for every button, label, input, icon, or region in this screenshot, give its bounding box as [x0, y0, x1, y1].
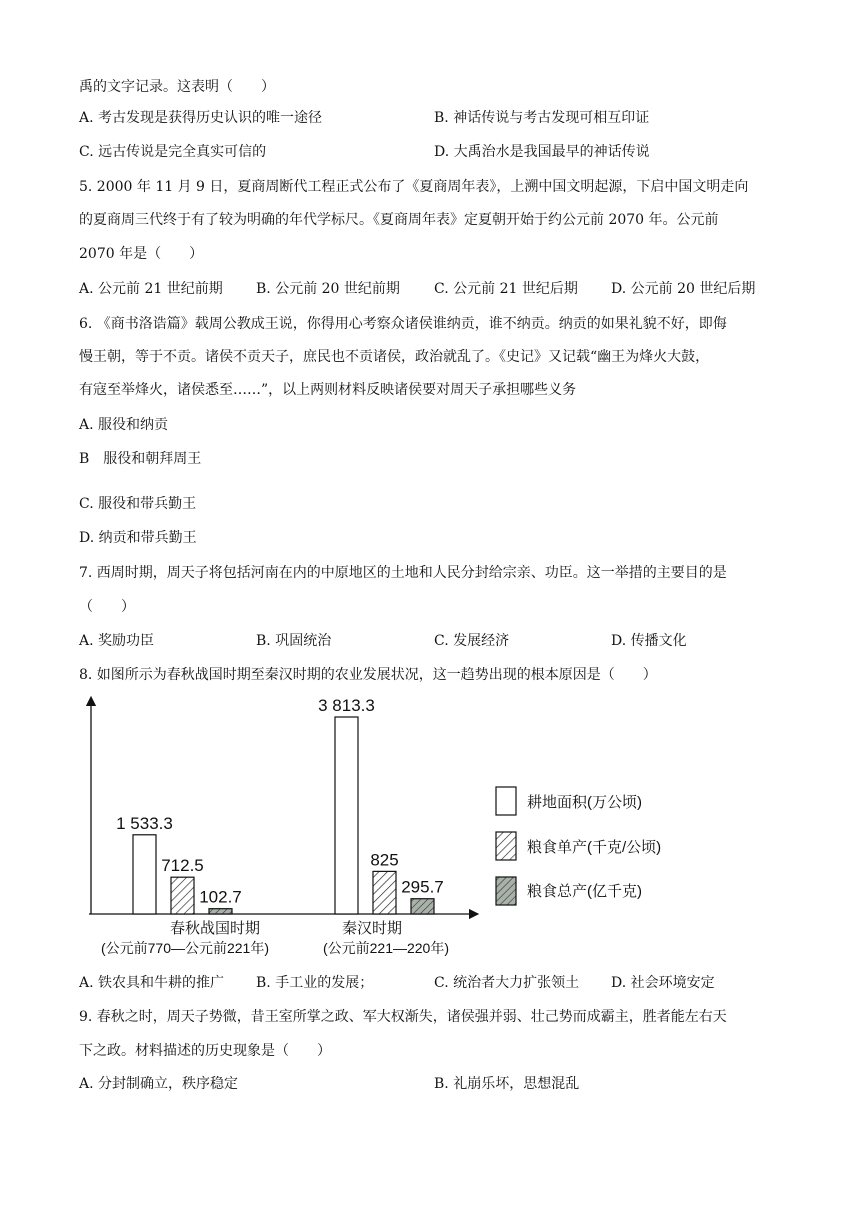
q8-stem-line1: 8. 如图所示为春秋战国时期至秦汉时期的农业发展状况，这一趋势出现的根本原因是（ ）: [79, 667, 657, 683]
q5-stem-line2: 的夏商周三代终于有了较为明确的年代学标尺。《夏商周年表》定夏朝开始于约公元前 2070 年。公元前: [79, 212, 719, 228]
q6-option-c[interactable]: C. 服役和带兵勤王: [79, 496, 197, 512]
q7-option-b[interactable]: B. 巩固统治: [256, 633, 332, 649]
q7-option-c[interactable]: C. 发展经济: [434, 633, 510, 649]
q6-option-b[interactable]: B 服役和朝拜周王: [79, 451, 202, 467]
q6-option-a[interactable]: A. 服役和纳贡: [79, 417, 169, 433]
q9-option-a[interactable]: A. 分封制确立，秩序稳定: [79, 1076, 239, 1092]
chart-bar: [373, 871, 396, 914]
q8-bar-chart: [80, 695, 720, 965]
q6-stem-line2: 慢王朝，等于不贡。诸侯不贡天子，庶民也不贡诸侯，政治就乱了。《史记》又记载“幽王为烽火大鼓，: [79, 349, 710, 365]
q4-option-d[interactable]: D. 大禹治水是我国最早的神话传说: [434, 144, 650, 160]
q4-option-b[interactable]: B. 神话传说与考古发现可相互印证: [434, 110, 650, 126]
legend-label: 耕地面积(万公顷): [527, 794, 642, 811]
q9-option-b[interactable]: B. 礼崩乐坏，思想混乱: [434, 1076, 580, 1092]
q8-option-b[interactable]: B. 手工业的发展；: [256, 975, 374, 991]
q4-option-a[interactable]: A. 考古发现是获得历史认识的唯一途径: [79, 110, 323, 126]
bar-value-label: 295.7: [401, 877, 444, 897]
chart-bar: [171, 877, 194, 914]
x-category-sublabel: (公元前221—220年): [322, 940, 450, 956]
q7-option-d[interactable]: D. 传播文化: [611, 633, 687, 649]
bar-group: [116, 696, 444, 914]
q5-option-d[interactable]: D. 公元前 20 世纪后期: [611, 281, 756, 297]
x-category-label: 秦汉时期: [341, 920, 403, 937]
bar-value-label: 1 533.3: [116, 813, 173, 833]
q8-option-a[interactable]: A. 铁农具和牛耕的推广: [79, 975, 225, 991]
x-category-label: 春秋战国时期: [169, 920, 261, 937]
legend-swatch: [496, 877, 516, 905]
q4-stem-tail: 禹的文字记录。这表明（ ）: [79, 79, 275, 95]
chart-bar: [335, 717, 358, 914]
q9-stem-line2: 下之政。材料描述的历史现象是（ ）: [79, 1043, 331, 1059]
q8-option-d[interactable]: D. 社会环境安定: [611, 975, 715, 991]
q6-option-d[interactable]: D. 纳贡和带兵勤王: [79, 530, 197, 546]
bar-value-label: 712.5: [161, 856, 204, 876]
bar-value-label: 825: [370, 850, 399, 870]
q6-stem-line3: 有寇至举烽火，诸侯悉至……”，以上两则材料反映诸侯要对周天子承担哪些义务: [79, 382, 577, 398]
q7-stem-line2: （ ）: [79, 599, 135, 615]
q6-stem-line1: 6. 《商书洛诰篇》载周公教成王说，你得用心考察众诸侯谁纳贡，谁不纳贡。纳贡的如果礼貌不好，即侮: [79, 316, 727, 332]
x-category-sublabel: (公元前770—公元前221年): [100, 940, 270, 956]
legend-swatch: [496, 787, 516, 815]
q4-option-c[interactable]: C. 远古传说是完全真实可信的: [79, 144, 267, 160]
legend-label: 粮食总产(亿千克): [527, 883, 642, 900]
q7-option-a[interactable]: A. 奖励功臣: [79, 633, 155, 649]
q8-option-c[interactable]: C. 统治者大力扩张领土: [434, 975, 580, 991]
chart-bar: [209, 909, 232, 914]
chart-bar: [411, 899, 434, 914]
q5-option-a[interactable]: A. 公元前 21 世纪前期: [79, 281, 223, 297]
chart-legend: [496, 787, 661, 905]
bar-value-label: 102.7: [199, 887, 242, 907]
q5-option-b[interactable]: B. 公元前 20 世纪前期: [256, 281, 400, 297]
q7-stem-line1: 7. 西周时期，周天子将包括河南在内的中原地区的土地和人民分封给宗亲、功臣。这一举措的主要目的是: [79, 565, 727, 581]
chart-bar: [133, 835, 156, 914]
legend-label: 粮食单产(千克/公顷): [527, 839, 662, 856]
legend-swatch: [496, 832, 516, 860]
q5-stem-line1: 5. 2000 年 11 月 9 日，夏商周断代工程正式公布了《夏商周年表》，上溯中国文明起源，下启中国文明走向: [79, 179, 749, 195]
q5-stem-line3: 2070 年是（ ）: [79, 246, 204, 262]
bar-value-label: 3 813.3: [318, 696, 375, 715]
q5-option-c[interactable]: C. 公元前 21 世纪后期: [434, 281, 578, 297]
q9-stem-line1: 9. 春秋之时，周天子势微，昔王室所掌之政、军大权渐失，诸侯强并弱、壮己势而成霸主，胜者能左右天: [79, 1009, 727, 1025]
